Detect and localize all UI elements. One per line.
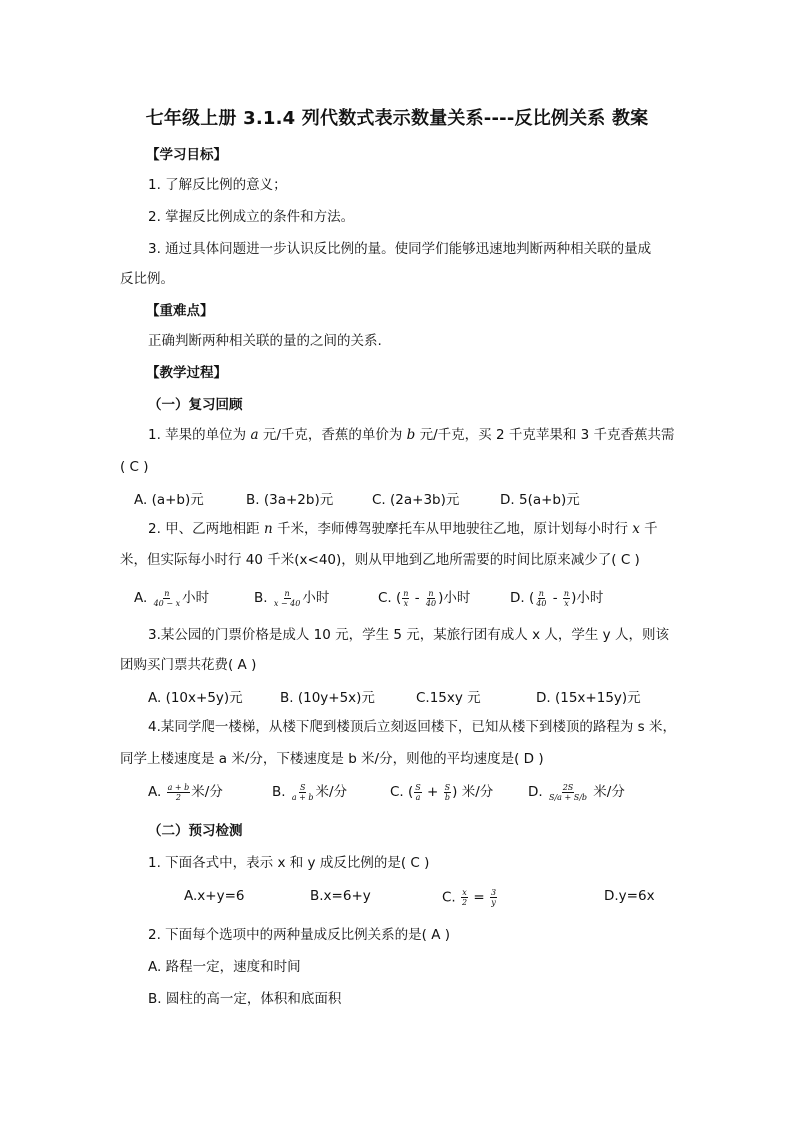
q4-c-d2: b	[444, 792, 450, 802]
section-heading-goals: 【学习目标】	[146, 147, 227, 163]
q3-option-c: C.15xy 元	[416, 690, 481, 706]
subsection-preview: （二）预习检测	[148, 823, 243, 839]
p1-c-eq: =	[469, 889, 490, 906]
q3-options	[0, 686, 794, 706]
q2-a-unit: 小时	[182, 590, 210, 606]
q4-c-unit: ) 米/分	[452, 784, 494, 800]
q4-a-label: A.	[148, 784, 162, 800]
q1-var-a: a	[250, 427, 259, 443]
q4-b-unit: 米/分	[315, 784, 348, 800]
q2-b-fraction	[273, 589, 301, 608]
q4-options	[0, 780, 794, 800]
q4-d-unit: 米/分	[589, 784, 625, 800]
q3-option-a: A. (10x+5y)元	[148, 690, 243, 706]
q4-b-num: S	[299, 782, 306, 792]
q2-c-unit: )小时	[438, 590, 471, 606]
q1-stem-part2: 元/千克，香蕉的单价为	[258, 427, 407, 443]
q2-d-d2: x	[564, 598, 569, 608]
q2-part3: 千	[639, 521, 658, 537]
q2-d-frac2	[563, 589, 570, 608]
q4-c-frac2	[444, 783, 451, 802]
q2-a-den: 40 − x	[153, 598, 181, 608]
q2-stem-line-1	[148, 520, 658, 538]
p2-stem: 2. 下面每个选项中的两种量成反比例关系的是( A )	[148, 927, 451, 943]
p1-c-label: C.	[442, 889, 456, 906]
q4-d-label: D.	[528, 784, 543, 800]
q3-option-d: D. (15x+15y)元	[536, 690, 641, 706]
q4-option-c	[390, 780, 493, 802]
p1-options	[0, 888, 794, 908]
p2-option-a: A. 路程一定，速度和时间	[148, 959, 301, 975]
q2-c-n2: n	[428, 588, 434, 598]
q1-option-b: B. (3a+2b)元	[246, 492, 334, 508]
subsection-review: （一）复习回顾	[148, 397, 243, 413]
q1-stem-part3: 元/千克，买 2 千克苹果和 3 千克香蕉共需	[415, 427, 675, 443]
q4-c-d1: a	[415, 792, 421, 802]
q2-d-mid: -	[548, 590, 562, 606]
p1-option-c	[442, 888, 498, 907]
q4-a-fraction	[167, 783, 191, 802]
p1-c-n2: 3	[491, 888, 497, 897]
q2-b-den: x − 40	[273, 598, 301, 608]
q3-stem-line-1: 3.某公园的门票价格是成人 10 元，学生 5 元，某旅行团有成人 x 人，学生 y 人，则该	[148, 627, 669, 643]
q2-a-num: n	[164, 588, 170, 598]
p1-c-frac1	[461, 888, 468, 907]
p1-stem: 1. 下面各式中，表示 x 和 y 成反比例的是( C )	[148, 855, 430, 871]
q2-c-frac1	[402, 589, 409, 608]
q3-option-b: B. (10y+5x)元	[280, 690, 375, 706]
q4-d-fraction	[548, 783, 588, 802]
goal-1: 1. 了解反比例的意义；	[148, 177, 287, 193]
q2-option-b	[254, 586, 329, 608]
q4-option-b	[272, 780, 347, 802]
key-point: 正确判断两种相关联的量的之间的关系.	[148, 333, 382, 349]
q2-var-x: x	[632, 521, 640, 537]
q2-b-label: B.	[254, 590, 268, 606]
q2-c-d2: 40	[425, 598, 437, 608]
p1-option-a: A.x+y=6	[184, 888, 245, 904]
q2-option-c	[378, 586, 470, 608]
section-heading-key: 【重难点】	[146, 303, 214, 319]
p1-c-n1: x	[462, 888, 467, 897]
p2-option-b: B. 圆柱的高一定，体积和底面积	[148, 991, 342, 1007]
q4-stem-line-2: 同学上楼速度是 a 米/分，下楼速度是 b 米/分，则他的平均速度是( D )	[120, 751, 544, 767]
q2-part2: 千米，李师傅驾驶摩托车从甲地驶往乙地，原计划每小时行	[272, 521, 633, 537]
section-heading-process: 【教学过程】	[146, 365, 227, 381]
q1-answer: ( C )	[120, 459, 149, 475]
q2-c-mid: -	[410, 590, 424, 606]
q2-c-label: C. (	[378, 590, 402, 606]
p1-c-d1: 2	[462, 898, 468, 907]
q4-c-n2: S	[444, 782, 451, 792]
q2-b-num: n	[284, 588, 290, 598]
q2-stem-line-2: 米，但实际每小时行 40 千米(x<40)，则从甲地到乙地所需要的时间比原来减少了( C )	[120, 552, 640, 568]
q4-c-label: C. (	[390, 784, 414, 800]
q2-options	[0, 586, 794, 606]
q4-option-d	[528, 780, 625, 802]
goal-2: 2. 掌握反比例成立的条件和方法。	[148, 209, 355, 225]
goal-3-line-1: 3. 通过具体问题进一步认识反比例的量。使同学们能够迅速地判断两种相关联的量成	[148, 241, 652, 257]
q1-options	[0, 488, 794, 508]
q2-d-n2: n	[563, 588, 570, 598]
goal-3-line-2: 反比例。	[120, 271, 174, 287]
q4-c-n1: S	[415, 782, 421, 792]
q2-d-n1: n	[538, 588, 544, 598]
q2-d-unit: )小时	[571, 590, 604, 606]
q1-stem-part1: 1. 苹果的单位为	[148, 427, 251, 443]
p1-c-d2: y	[491, 898, 496, 907]
q3-stem-line-2: 团购买门票共花费( A )	[120, 657, 257, 673]
q2-a-label: A.	[134, 590, 148, 606]
q2-part1: 2. 甲、乙两地相距	[148, 521, 264, 537]
q4-stem-line-1: 4.某同学爬一楼梯，从楼下爬到楼顶后立刻返回楼下，已知从楼下到楼顶的路程为 s 米，	[148, 719, 676, 735]
q1-var-b: b	[406, 427, 416, 443]
q4-b-fraction	[291, 783, 315, 802]
q1-stem	[148, 426, 675, 444]
q2-b-unit: 小时	[302, 590, 330, 606]
q2-a-fraction	[153, 589, 181, 608]
q1-option-c: C. (2a+3b)元	[372, 492, 460, 508]
q2-d-label: D. (	[510, 590, 535, 606]
q2-c-n1: n	[403, 588, 409, 598]
q2-option-d	[510, 586, 603, 608]
q1-option-d: D. 5(a+b)元	[500, 492, 580, 508]
p1-c-frac2	[490, 888, 497, 907]
q2-option-a	[134, 586, 209, 608]
q2-c-d1: x	[403, 598, 409, 608]
q4-c-mid: +	[422, 784, 443, 800]
q4-b-label: B.	[272, 784, 286, 800]
q2-c-frac2	[425, 589, 437, 608]
q4-c-frac1	[414, 783, 421, 802]
p1-option-b: B.x=6+y	[310, 888, 371, 904]
q4-d-den: S/a + S/b	[548, 792, 588, 802]
q2-d-d1: 40	[536, 598, 547, 608]
q4-d-num: 2S	[562, 782, 574, 792]
q2-var-n: n	[263, 521, 273, 537]
q4-a-unit: 米/分	[191, 784, 223, 800]
q4-a-den: 2	[175, 792, 181, 802]
q4-option-a	[148, 780, 223, 802]
q4-b-den: a + b	[291, 792, 314, 802]
q1-option-a: A. (a+b)元	[134, 492, 204, 508]
p1-option-d: D.y=6x	[604, 888, 655, 904]
q2-d-frac1	[535, 589, 547, 608]
q4-a-num: a + b	[167, 782, 190, 792]
page-title: 七年级上册 3.1.4 列代数式表示数量关系----反比例关系 教案	[145, 108, 649, 129]
